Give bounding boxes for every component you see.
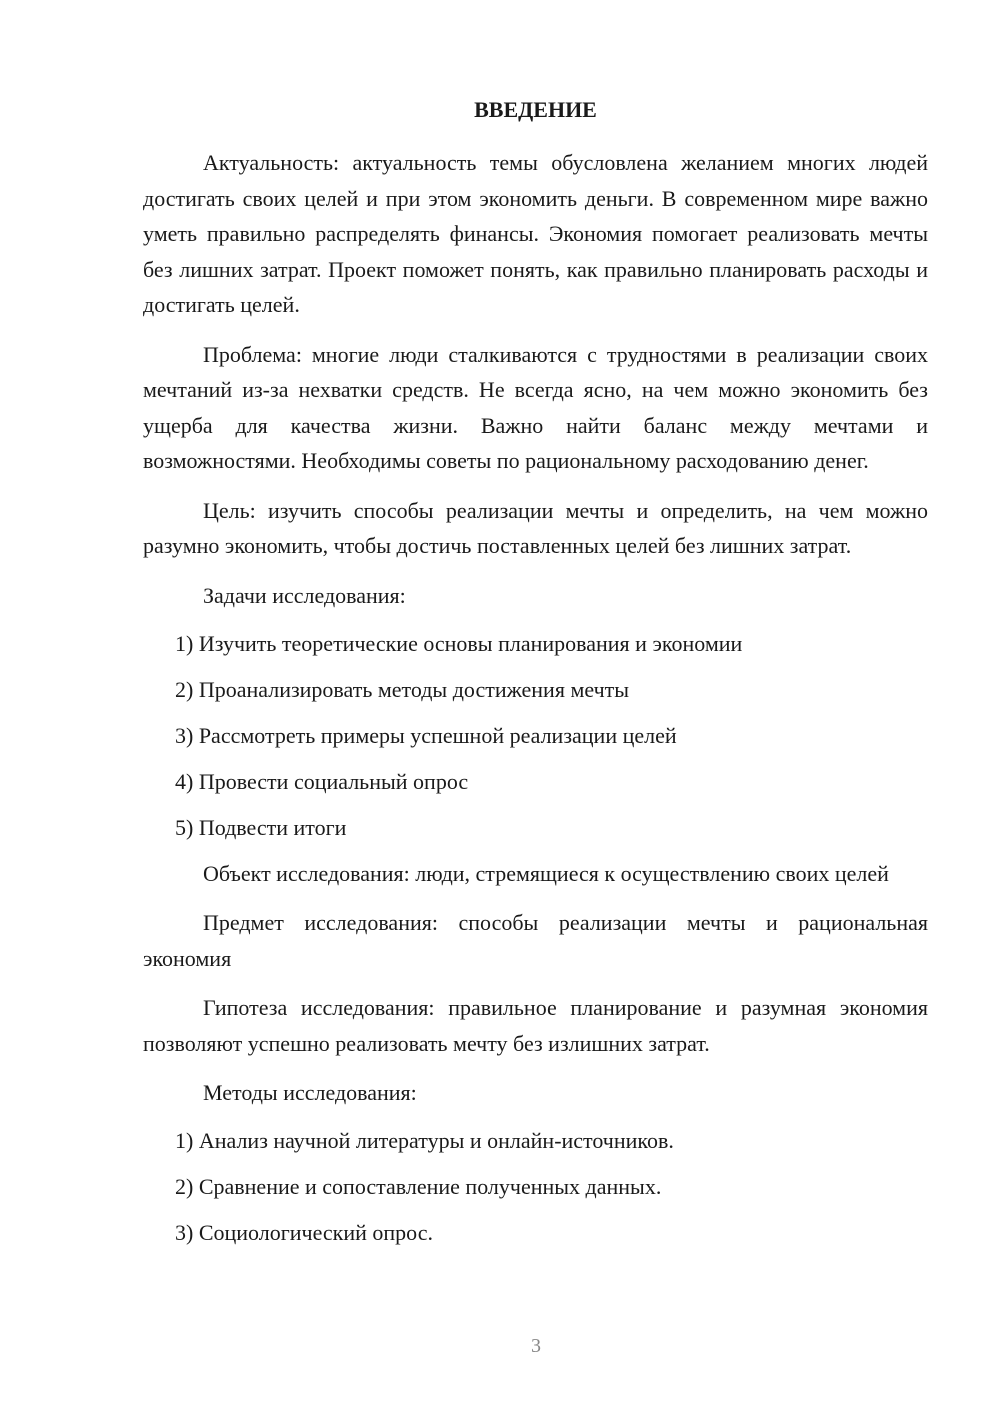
page-number: 3 [531,1335,541,1357]
tasks-list-item: 5) Подвести итоги [175,814,347,840]
relevance-paragraph: Актуальность: актуальность темы обусловлена желанием многих людей достигать своих целей и при этом экономить деньги. В современном мире важно уметь правильно распределять финансы. Экономия помогает реализовать мечты без лишних затрат. Проект поможет понять, как правильно планировать расходы и достигать целей. [143,150,928,317]
goal-paragraph: Цель: изучить способы реализации мечты и определить, на чем можно разумно экономить, чтобы достичь поставленных целей без лишних затрат. [143,497,928,558]
tasks-list [143,626,928,845]
page-content [143,95,928,1261]
subject-paragraph: Предмет исследования: способы реализации мечты и рациональная экономия [143,910,928,971]
tasks-list-item: 4) Провести социальный опрос [175,768,469,794]
methods-list [143,1123,928,1250]
tasks-heading: Задачи исследования: [203,582,406,608]
object-paragraph: Объект исследования: люди, стремящиеся к осуществлению своих целей [203,860,889,886]
page-title: ВВЕДЕНИЕ [474,97,597,122]
methods-heading: Методы исследования: [203,1080,417,1105]
methods-list-item: 1) Анализ научной литературы и онлайн-источников. [175,1128,674,1153]
problem-paragraph: Проблема: многие люди сталкиваются с трудностями в реализации своих мечтаний из-за нехватки средств. Не всегда ясно, на чем можно экономить без ущерба для качества жизни. Важно найти баланс между мечтами и возможностями. Необходимы советы по рациональному расходованию денег. [143,341,928,473]
methods-list-item: 2) Сравнение и сопоставление полученных данных. [175,1174,662,1199]
tasks-list-item: 3) Рассмотреть примеры успешной реализации целей [175,722,677,748]
methods-list-item: 3) Социологический опрос. [175,1220,433,1245]
hypothesis-paragraph: Гипотеза исследования: правильное планирование и разумная экономия позволяют успешно реализовать мечту без излишних затрат. [143,995,928,1056]
tasks-list-item: 2) Проанализировать методы достижения мечты [175,676,630,702]
tasks-list-item: 1) Изучить теоретические основы планирования и экономии [175,630,743,656]
